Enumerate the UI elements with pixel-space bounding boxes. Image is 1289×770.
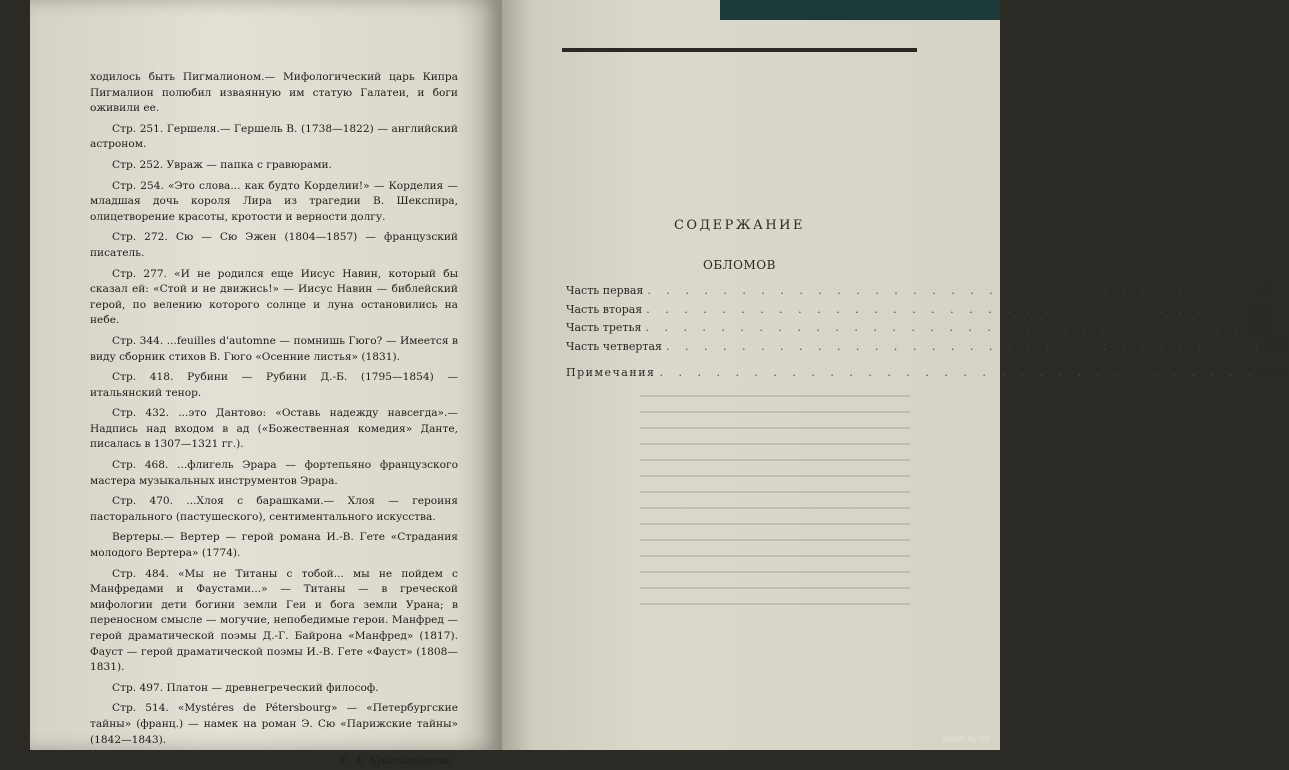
- note-paragraph: Стр. 468. ...флигель Эрара — фортепьяно французского мастера музыкальных инструментов Эрара.: [90, 459, 458, 487]
- note-paragraph: Стр. 277. «И не родился еще Иисус Навин, который бы сказал ей: «Стой и не движись!» — Иисус Навин — библейский герой, по велению которого солнце и луна остановились на небе.: [90, 267, 458, 327]
- show-through-text: [640, 395, 910, 715]
- toc-leader-dots: . . . . . . . . . . . . . . . . . . . . . . . . . . . . . . . .: [647, 284, 1246, 297]
- toc-subtitle: ОБЛОМОВ: [703, 258, 776, 272]
- toc-leader-dots: . . . . . . . . . . . . . . . . . . . . . . . . . . . . . . . .: [666, 339, 1265, 353]
- toc-leader-dots: . . . . . . . . . . . . . . . . . . . . . . . . . . . . . . . .: [646, 302, 1245, 316]
- note-paragraph: Стр. 251. Гершеля.— Гершель В. (1738—1822) — английский астроном.: [90, 122, 458, 151]
- toc-entry-label: Часть вторая: [566, 302, 643, 316]
- note-paragraph: Стр. 497. Платон — древнегреческий философ.: [112, 681, 379, 694]
- watermark: www.ay.by: [942, 734, 990, 744]
- note-paragraph: Стр. 514. «Mystéres de Pétersbourg» — «Петербургские тайны» (франц.) — намек на роман Э. Сю «Парижские тайны» (1842—1843).: [90, 702, 458, 746]
- header-rule: [562, 48, 917, 52]
- toc-entry-page: 301: [1247, 321, 1269, 334]
- toc-leader-dots: . . . . . . . . . . . . . . . . . . . . . . . . . . . . . . . .: [645, 321, 1244, 334]
- toc-entry-label: Часть первая: [566, 284, 644, 297]
- notes-text: [90, 70, 458, 770]
- toc-entry-label: Часть четвертая: [566, 339, 662, 353]
- toc-entry: [566, 366, 1283, 385]
- note-paragraph: Стр. 254. «Это слова... как будто Корделии!» — Корделия — младшая дочь короля Лира из трагедии В. Шекспира, олицетворение красоты, кротости и верности долгу.: [90, 179, 458, 223]
- toc-entry-page: 3: [1262, 284, 1270, 297]
- toc-entry-page: 391: [1268, 339, 1289, 353]
- toc-entry-label: Примечания: [566, 366, 656, 379]
- note-paragraph: Стр. 344. ...feuilles d'automne — помнишь Гюго? — Имеется в виду сборник стихов В. Гюго «Осенние листья» (1831).: [90, 334, 458, 363]
- table-of-contents: [566, 284, 1289, 385]
- toc-entry-page: 518: [1261, 366, 1283, 379]
- book-cover-edge: [720, 0, 1000, 20]
- author-signature: Е. А. Краснощекова: [340, 755, 452, 768]
- toc-entry: [566, 284, 1270, 303]
- note-paragraph: Стр. 272. Сю — Сю Эжен (1804—1857) — французский писатель.: [90, 231, 458, 259]
- toc-title: СОДЕРЖАНИЕ: [673, 218, 806, 233]
- toc-entry: [566, 302, 1270, 322]
- toc-entry: [566, 321, 1269, 340]
- note-paragraph: Вертеры.— Вертер — герой романа И.-В. Гете «Страдания молодого Вертера» (1774).: [90, 531, 458, 560]
- toc-entry-page: 158: [1248, 302, 1270, 316]
- note-paragraph: Стр. 252. Увраж — папка с гравюрами.: [112, 158, 332, 171]
- toc-entry: [566, 339, 1289, 359]
- toc-leader-dots: . . . . . . . . . . . . . . . . . . . . . . . . . . . . . . . .: [659, 366, 1258, 379]
- note-paragraph: Стр. 432. ...это Дантово: «Оставь надежду навсегда».— Надпись над входом в ад («Божественная комедия» Данте, писалась в 1307—1321 гг.).: [90, 407, 458, 451]
- note-paragraph: Стр. 484. «Мы не Титаны с тобой... мы не пойдем с Манфредами и Фаустами...» — Титаны — в греческой мифологии дети богини земли Геи и бога земли Урана; в переносном смысле — могучие, непобедимые герои. Манфред — герой драматической поэмы Д.-Г. Байрона «Манфред» (1817). Фауст — герой драматической поэмы И.-В. Гете «Фауст» (1808—1831).: [90, 567, 458, 674]
- note-paragraph: ходилось быть Пигмалионом.— Мифологический царь Кипра Пигмалион полюбил изваянную им статую Галатеи, и боги оживили ее.: [90, 71, 458, 115]
- note-paragraph: Стр. 418. Рубини — Рубини Д.-Б. (1795—1854) — итальянский тенор.: [90, 371, 458, 399]
- note-paragraph: Стр. 470. ...Хлоя с барашками.— Хлоя — героиня пасторального (пастушеского), сентиментального искусства.: [90, 495, 458, 523]
- toc-entry-label: Часть третья: [566, 321, 642, 334]
